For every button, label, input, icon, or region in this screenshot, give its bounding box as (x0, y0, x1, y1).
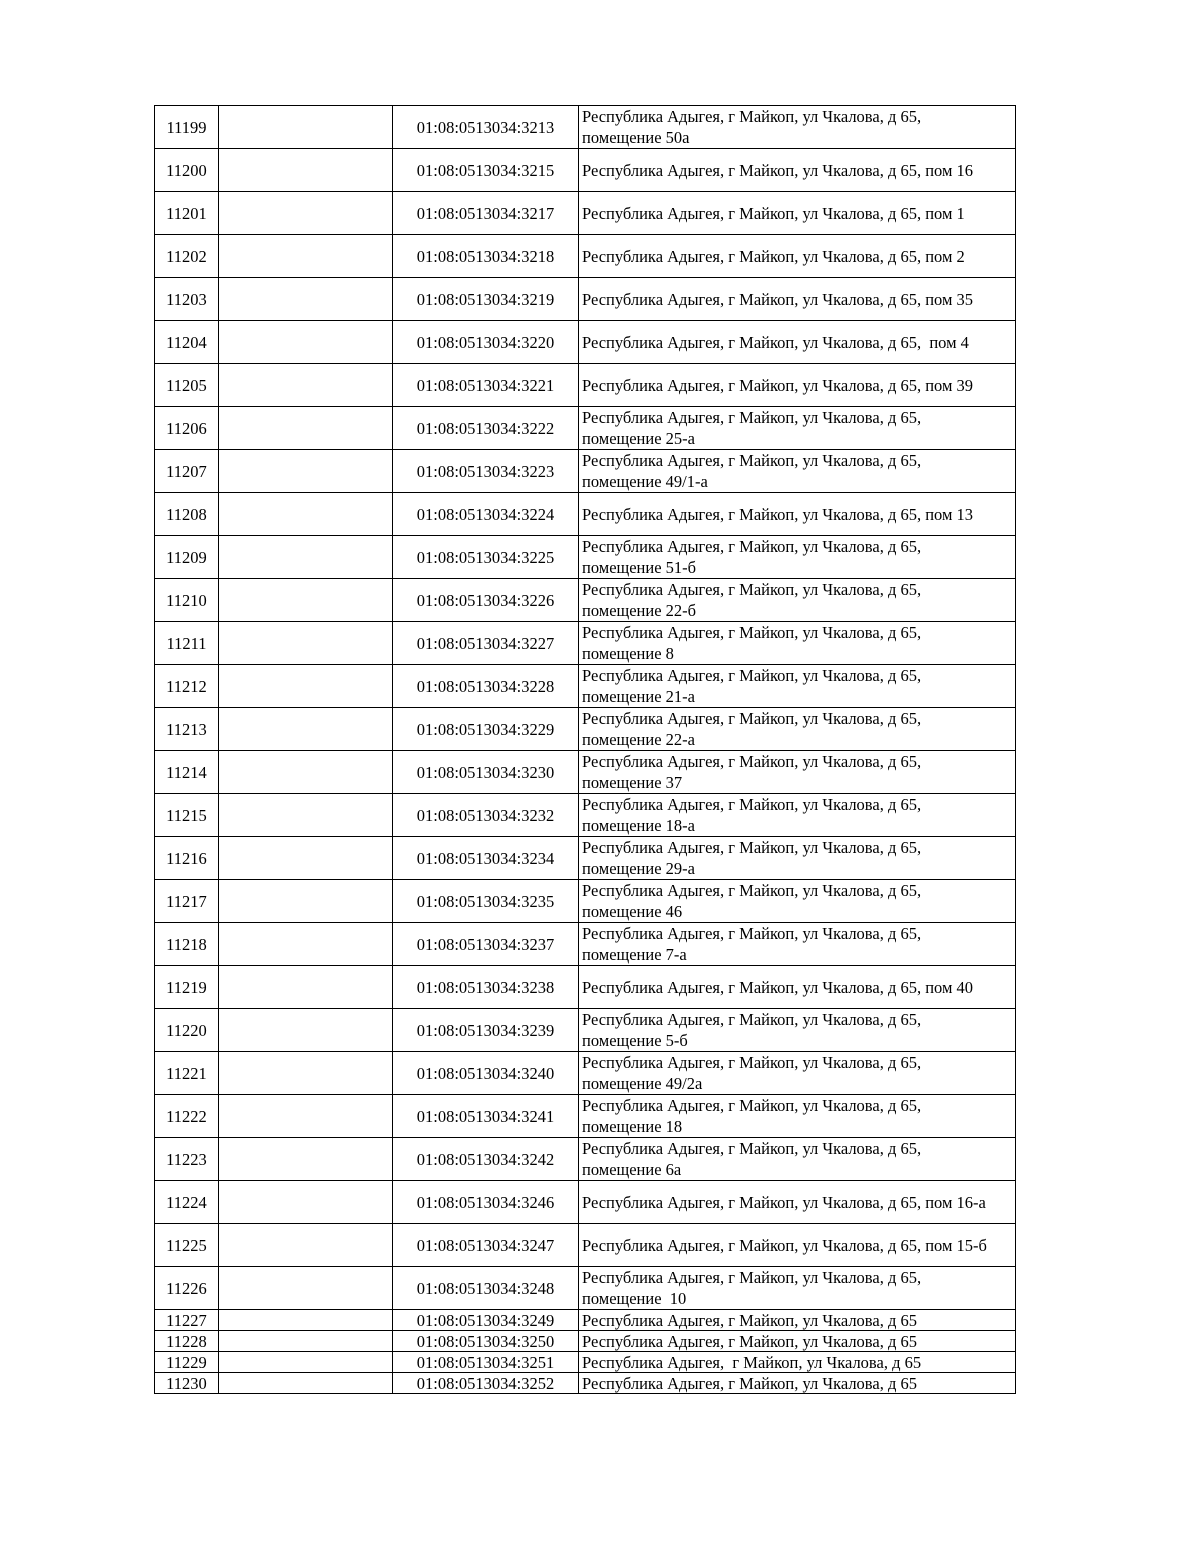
row-number-cell: 11213 (155, 708, 219, 751)
address-line: Республика Адыгея, г Майкоп, ул Чкалова, д 65, пом 16-а (582, 1192, 986, 1212)
address-line: Республика Адыгея, г Майкоп, ул Чкалова, д 65 (582, 1373, 917, 1393)
address-cell (579, 1009, 1016, 1052)
row-number-cell: 11203 (155, 278, 219, 321)
address-line: помещение 25-а (582, 429, 695, 448)
address-line: Республика Адыгея, г Майкоп, ул Чкалова, д 65, пом 15-б (582, 1235, 987, 1255)
row-number-cell: 11228 (155, 1331, 219, 1352)
cadastral-number-cell: 01:08:0513034:3218 (393, 235, 579, 278)
address-line: помещение 49/1-а (582, 472, 708, 491)
row-number-cell: 11212 (155, 665, 219, 708)
address-line: Республика Адыгея, г Майкоп, ул Чкалова, д 65, (582, 1139, 922, 1158)
row-number-cell: 11230 (155, 1373, 219, 1394)
table-row (155, 278, 1016, 321)
address-line: Республика Адыгея, г Майкоп, ул Чкалова, д 65, пом 1 (582, 203, 965, 223)
address-line: помещение 21-а (582, 687, 695, 706)
table-row (155, 665, 1016, 708)
row-number-cell: 11211 (155, 622, 219, 665)
owner-cell (219, 1095, 393, 1138)
address-line: Республика Адыгея, г Майкоп, ул Чкалова, д 65, (582, 752, 922, 771)
table-row (155, 1352, 1016, 1373)
owner-cell (219, 1352, 393, 1373)
cadastral-number-cell: 01:08:0513034:3225 (393, 536, 579, 579)
owner-cell (219, 837, 393, 880)
address-line: помещение 10 (582, 1289, 687, 1308)
address-cell (579, 1352, 1016, 1373)
table-row (155, 1373, 1016, 1394)
address-cell (579, 923, 1016, 966)
cadastral-number-cell: 01:08:0513034:3252 (393, 1373, 579, 1394)
table-row (155, 579, 1016, 622)
table-row (155, 1224, 1016, 1267)
address-line: помещение 37 (582, 773, 683, 792)
property-registry-table (154, 105, 1016, 1394)
row-number-cell: 11220 (155, 1009, 219, 1052)
address-line: Республика Адыгея, г Майкоп, ул Чкалова, д 65, (582, 537, 922, 556)
address-cell (579, 1331, 1016, 1352)
address-cell (579, 364, 1016, 407)
cadastral-number-cell: 01:08:0513034:3213 (393, 106, 579, 149)
address-cell (579, 966, 1016, 1009)
address-cell (579, 1224, 1016, 1267)
row-number-cell: 11227 (155, 1310, 219, 1331)
address-line: Республика Адыгея, г Майкоп, ул Чкалова, д 65 (582, 1352, 922, 1372)
address-cell (579, 751, 1016, 794)
address-line: помещение 49/2а (582, 1074, 703, 1093)
cadastral-number-cell: 01:08:0513034:3250 (393, 1331, 579, 1352)
table-row (155, 1138, 1016, 1181)
row-number-cell: 11222 (155, 1095, 219, 1138)
table-row (155, 364, 1016, 407)
owner-cell (219, 751, 393, 794)
row-number-cell: 11217 (155, 880, 219, 923)
address-line: помещение 7-а (582, 945, 687, 964)
address-line: помещение 5-б (582, 1031, 688, 1050)
owner-cell (219, 106, 393, 149)
row-number-cell: 11223 (155, 1138, 219, 1181)
table-row (155, 407, 1016, 450)
address-line: помещение 50а (582, 128, 690, 147)
row-number-cell: 11206 (155, 407, 219, 450)
owner-cell (219, 1267, 393, 1310)
cadastral-number-cell: 01:08:0513034:3228 (393, 665, 579, 708)
cadastral-number-cell: 01:08:0513034:3241 (393, 1095, 579, 1138)
table-row (155, 1052, 1016, 1095)
table-body (155, 106, 1016, 1394)
owner-cell (219, 536, 393, 579)
cadastral-number-cell: 01:08:0513034:3229 (393, 708, 579, 751)
cadastral-number-cell: 01:08:0513034:3248 (393, 1267, 579, 1310)
address-line: Республика Адыгея, г Майкоп, ул Чкалова, д 65, (582, 107, 922, 126)
cadastral-number-cell: 01:08:0513034:3217 (393, 192, 579, 235)
address-cell (579, 794, 1016, 837)
address-line: Республика Адыгея, г Майкоп, ул Чкалова, д 65, (582, 1053, 922, 1072)
cadastral-number-cell: 01:08:0513034:3247 (393, 1224, 579, 1267)
table-row (155, 235, 1016, 278)
address-line: помещение 8 (582, 644, 674, 663)
address-line: Республика Адыгея, г Майкоп, ул Чкалова, д 65, (582, 924, 922, 943)
address-line: помещение 18-а (582, 816, 695, 835)
address-line: Республика Адыгея, г Майкоп, ул Чкалова, д 65, пом 13 (582, 504, 974, 524)
owner-cell (219, 493, 393, 536)
table-row (155, 321, 1016, 364)
address-cell (579, 1095, 1016, 1138)
owner-cell (219, 665, 393, 708)
address-line: Республика Адыгея, г Майкоп, ул Чкалова, д 65, (582, 1010, 922, 1029)
address-cell (579, 1181, 1016, 1224)
address-cell (579, 708, 1016, 751)
address-cell (579, 235, 1016, 278)
address-line: Республика Адыгея, г Майкоп, ул Чкалова, д 65, (582, 1268, 922, 1287)
owner-cell (219, 1009, 393, 1052)
address-cell (579, 622, 1016, 665)
address-line: Республика Адыгея, г Майкоп, ул Чкалова, д 65, (582, 451, 922, 470)
address-line: помещение 22-б (582, 601, 697, 620)
table-row (155, 923, 1016, 966)
cadastral-number-cell: 01:08:0513034:3227 (393, 622, 579, 665)
address-line: Республика Адыгея, г Майкоп, ул Чкалова, д 65, пом 2 (582, 246, 965, 266)
address-line: Республика Адыгея, г Майкоп, ул Чкалова, д 65, пом 40 (582, 977, 974, 997)
address-line: Республика Адыгея, г Майкоп, ул Чкалова, д 65, (582, 623, 922, 642)
row-number-cell: 11226 (155, 1267, 219, 1310)
row-number-cell: 11225 (155, 1224, 219, 1267)
cadastral-number-cell: 01:08:0513034:3222 (393, 407, 579, 450)
cadastral-number-cell: 01:08:0513034:3237 (393, 923, 579, 966)
cadastral-number-cell: 01:08:0513034:3215 (393, 149, 579, 192)
address-line: помещение 6а (582, 1160, 682, 1179)
address-line: Республика Адыгея, г Майкоп, ул Чкалова, д 65, пом 16 (582, 160, 974, 180)
address-line: Республика Адыгея, г Майкоп, ул Чкалова, д 65 (582, 1310, 917, 1330)
row-number-cell: 11218 (155, 923, 219, 966)
cadastral-number-cell: 01:08:0513034:3249 (393, 1310, 579, 1331)
table-row (155, 622, 1016, 665)
address-cell (579, 450, 1016, 493)
cadastral-number-cell: 01:08:0513034:3226 (393, 579, 579, 622)
owner-cell (219, 923, 393, 966)
address-cell (579, 192, 1016, 235)
owner-cell (219, 1181, 393, 1224)
address-line: Республика Адыгея, г Майкоп, ул Чкалова, д 65, (582, 408, 922, 427)
cadastral-number-cell: 01:08:0513034:3239 (393, 1009, 579, 1052)
row-number-cell: 11224 (155, 1181, 219, 1224)
cadastral-number-cell: 01:08:0513034:3232 (393, 794, 579, 837)
owner-cell (219, 708, 393, 751)
table-row (155, 837, 1016, 880)
address-line: помещение 46 (582, 902, 683, 921)
address-line: Республика Адыгея, г Майкоп, ул Чкалова, д 65, (582, 838, 922, 857)
address-line: Республика Адыгея, г Майкоп, ул Чкалова, д 65, (582, 881, 922, 900)
cadastral-number-cell: 01:08:0513034:3219 (393, 278, 579, 321)
owner-cell (219, 966, 393, 1009)
cadastral-number-cell: 01:08:0513034:3235 (393, 880, 579, 923)
address-line: помещение 18 (582, 1117, 683, 1136)
address-line: Республика Адыгея, г Майкоп, ул Чкалова, д 65, (582, 709, 922, 728)
table-row (155, 450, 1016, 493)
owner-cell (219, 450, 393, 493)
table-row (155, 192, 1016, 235)
address-line: Республика Адыгея, г Майкоп, ул Чкалова, д 65, (582, 795, 922, 814)
address-cell (579, 321, 1016, 364)
row-number-cell: 11209 (155, 536, 219, 579)
address-cell (579, 407, 1016, 450)
row-number-cell: 11221 (155, 1052, 219, 1095)
address-line: помещение 51-б (582, 558, 697, 577)
owner-cell (219, 1138, 393, 1181)
cadastral-number-cell: 01:08:0513034:3220 (393, 321, 579, 364)
address-line: Республика Адыгея, г Майкоп, ул Чкалова, д 65 (582, 1331, 917, 1351)
address-cell (579, 1267, 1016, 1310)
row-number-cell: 11215 (155, 794, 219, 837)
owner-cell (219, 192, 393, 235)
table-row (155, 751, 1016, 794)
owner-cell (219, 1373, 393, 1394)
owner-cell (219, 794, 393, 837)
cadastral-number-cell: 01:08:0513034:3246 (393, 1181, 579, 1224)
address-cell (579, 880, 1016, 923)
address-line: Республика Адыгея, г Майкоп, ул Чкалова, д 65, (582, 580, 922, 599)
row-number-cell: 11199 (155, 106, 219, 149)
owner-cell (219, 149, 393, 192)
address-cell (579, 1052, 1016, 1095)
owner-cell (219, 407, 393, 450)
owner-cell (219, 235, 393, 278)
table-row (155, 149, 1016, 192)
cadastral-number-cell: 01:08:0513034:3221 (393, 364, 579, 407)
address-line: Республика Адыгея, г Майкоп, ул Чкалова, д 65, пом 35 (582, 289, 974, 309)
table-row (155, 966, 1016, 1009)
cadastral-number-cell: 01:08:0513034:3238 (393, 966, 579, 1009)
address-cell (579, 106, 1016, 149)
table-row (155, 880, 1016, 923)
cadastral-number-cell: 01:08:0513034:3240 (393, 1052, 579, 1095)
row-number-cell: 11201 (155, 192, 219, 235)
table-row (155, 106, 1016, 149)
owner-cell (219, 1331, 393, 1352)
row-number-cell: 11205 (155, 364, 219, 407)
table-row (155, 1009, 1016, 1052)
row-number-cell: 11202 (155, 235, 219, 278)
table-row (155, 1095, 1016, 1138)
address-line: помещение 29-а (582, 859, 695, 878)
address-line: Республика Адыгея, г Майкоп, ул Чкалова, д 65, (582, 1096, 922, 1115)
address-cell (579, 837, 1016, 880)
row-number-cell: 11216 (155, 837, 219, 880)
owner-cell (219, 364, 393, 407)
owner-cell (219, 622, 393, 665)
row-number-cell: 11229 (155, 1352, 219, 1373)
table-row (155, 1331, 1016, 1352)
cadastral-number-cell: 01:08:0513034:3234 (393, 837, 579, 880)
address-line: помещение 22-а (582, 730, 695, 749)
row-number-cell: 11214 (155, 751, 219, 794)
table-row (155, 1267, 1016, 1310)
table-row (155, 1181, 1016, 1224)
row-number-cell: 11207 (155, 450, 219, 493)
address-cell (579, 579, 1016, 622)
address-cell (579, 493, 1016, 536)
address-line: Республика Адыгея, г Майкоп, ул Чкалова, д 65, пом 4 (582, 332, 969, 352)
address-cell (579, 1138, 1016, 1181)
cadastral-number-cell: 01:08:0513034:3223 (393, 450, 579, 493)
table-row (155, 708, 1016, 751)
row-number-cell: 11200 (155, 149, 219, 192)
owner-cell (219, 321, 393, 364)
owner-cell (219, 1224, 393, 1267)
address-cell (579, 1310, 1016, 1331)
cadastral-number-cell: 01:08:0513034:3230 (393, 751, 579, 794)
address-line: Республика Адыгея, г Майкоп, ул Чкалова, д 65, пом 39 (582, 375, 974, 395)
address-cell (579, 149, 1016, 192)
table-row (155, 794, 1016, 837)
table-row (155, 1310, 1016, 1331)
address-cell (579, 665, 1016, 708)
cadastral-number-cell: 01:08:0513034:3224 (393, 493, 579, 536)
cadastral-number-cell: 01:08:0513034:3242 (393, 1138, 579, 1181)
owner-cell (219, 278, 393, 321)
row-number-cell: 11208 (155, 493, 219, 536)
cadastral-number-cell: 01:08:0513034:3251 (393, 1352, 579, 1373)
address-cell (579, 278, 1016, 321)
address-cell (579, 536, 1016, 579)
owner-cell (219, 1310, 393, 1331)
owner-cell (219, 1052, 393, 1095)
row-number-cell: 11219 (155, 966, 219, 1009)
owner-cell (219, 880, 393, 923)
owner-cell (219, 579, 393, 622)
row-number-cell: 11210 (155, 579, 219, 622)
row-number-cell: 11204 (155, 321, 219, 364)
table-row (155, 493, 1016, 536)
table-row (155, 536, 1016, 579)
address-line: Республика Адыгея, г Майкоп, ул Чкалова, д 65, (582, 666, 922, 685)
address-cell (579, 1373, 1016, 1394)
